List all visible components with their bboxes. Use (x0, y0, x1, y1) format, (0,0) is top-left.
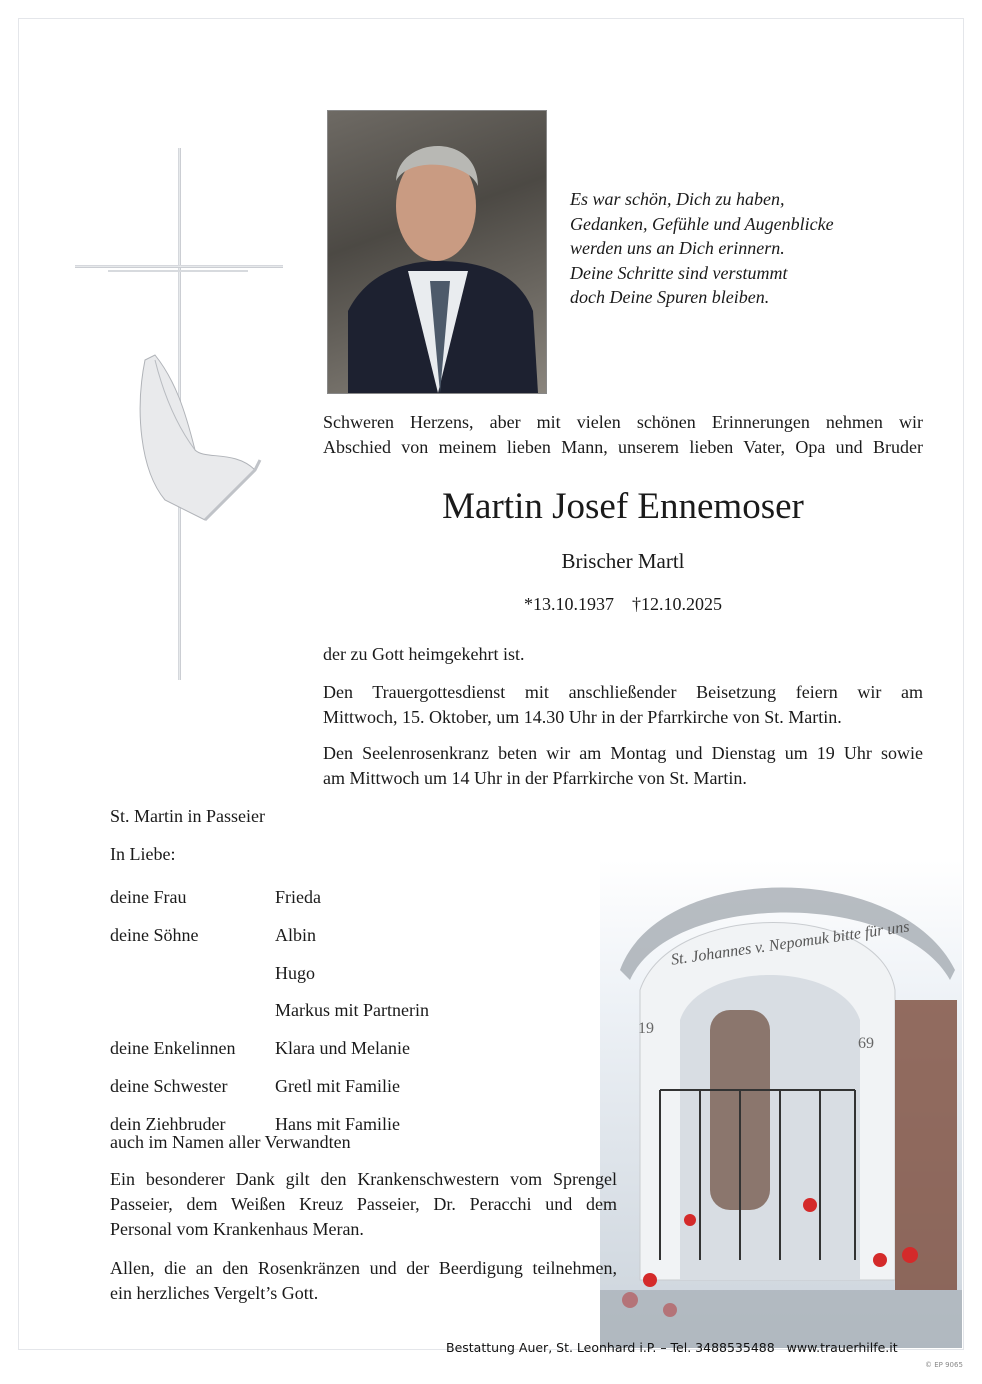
thanks-line: Personal vom Krankenhaus Meran. (110, 1219, 364, 1239)
family-row (110, 1068, 429, 1106)
quote-line: doch Deine Spuren bleiben. (570, 287, 770, 307)
family-names: Hugo (275, 962, 315, 983)
family-names: Frieda (275, 887, 321, 907)
family-relation: deine Enkelinnen (110, 1038, 236, 1059)
place: St. Martin in Passeier (110, 806, 265, 826)
funeral-service-text (323, 680, 923, 730)
intro-line: Abschied von meinem lieben Mann, unserem lieben Vater, Opa und Bruder (323, 437, 923, 457)
family-relation: deine Schwester (110, 1075, 228, 1096)
relatives-note: auch im Namen aller Verwandten (110, 1132, 351, 1152)
family-relation: deine Frau (110, 887, 187, 907)
rosary-line: am Mittwoch um 14 Uhr in der Pfarrkirche von St. Martin. (323, 768, 747, 788)
quote-line: Es war schön, Dich zu haben, (570, 189, 785, 209)
closing-line: Allen, die an den Rosenkränzen und der Beerdigung teilnehmen, (110, 1258, 617, 1278)
chapel-year: 19 (638, 1020, 654, 1037)
thanks-line: Ein besonderer Dank gilt den Krankenschwestern vom Sprengel (110, 1169, 617, 1189)
returned-text: der zu Gott heimgekehrt ist. (323, 644, 525, 664)
chapel-year: 69 (858, 1035, 874, 1052)
memorial-quote (570, 187, 834, 310)
family-names: Gretl mit Familie (275, 1075, 400, 1096)
quote-line: werden uns an Dich erinnern. (570, 238, 785, 258)
family-row (110, 992, 429, 1030)
thanks-text (110, 1167, 617, 1242)
praying-hands-icon (125, 350, 265, 525)
birth-death-dates: *13.10.1937 †12.10.2025 (524, 594, 722, 614)
closing-line: ein herzliches Vergelt’s Gott. (110, 1283, 319, 1303)
intro-text (323, 410, 923, 460)
family-names: Albin (275, 924, 317, 945)
chapel-inscription: St. Johannes v. Nepomuk bitte für uns (669, 918, 911, 969)
intro-line: Schweren Herzens, aber mit vielen schönen Erinnerungen nehmen wir (323, 412, 923, 432)
family-relation: deine Söhne (110, 924, 199, 945)
service-line: Den Trauergottesdienst mit anschließender Beisetzung feiern wir am (323, 682, 923, 702)
family-names: Markus mit Partnerin (275, 1000, 429, 1021)
family-relation: dein Ziehbruder (110, 1113, 226, 1134)
quote-line: Deine Schritte sind verstummt (570, 262, 788, 283)
nickname: Brischer Martl (561, 549, 685, 573)
quote-line: Gedanken, Gefühle und Augenblicke (570, 213, 834, 234)
family-list (110, 879, 429, 1144)
family-names: Hans mit Familie (275, 1113, 400, 1134)
rosary-line: Den Seelenrosenkranz beten wir am Montag und Dienstag um 19 Uhr sowie (323, 743, 923, 763)
family-row (110, 955, 429, 993)
thanks-line: Passeier, dem Weißen Kreuz Passeier, Dr. Peracchi und dem (110, 1194, 617, 1214)
family-row (110, 917, 429, 955)
portrait-photo (327, 110, 547, 394)
service-line: Mittwoch, 15. Oktober, um 14.30 Uhr in der Pfarrkirche von St. Martin. (323, 707, 842, 727)
in-love-label: In Liebe: (110, 844, 176, 864)
rosary-text (323, 741, 923, 791)
closing-text (110, 1256, 617, 1306)
family-names: Klara und Melanie (275, 1038, 410, 1059)
funeral-home-footer: Bestattung Auer, St. Leonhard i.P. – Tel. 3488535488 www.trauerhilfe.it (446, 1340, 898, 1355)
deceased-name: Martin Josef Ennemoser (442, 486, 804, 527)
template-code: © EP 9065 (925, 1361, 963, 1369)
family-row (110, 1030, 429, 1068)
family-row (110, 879, 429, 917)
chapel-photo (600, 860, 962, 1348)
